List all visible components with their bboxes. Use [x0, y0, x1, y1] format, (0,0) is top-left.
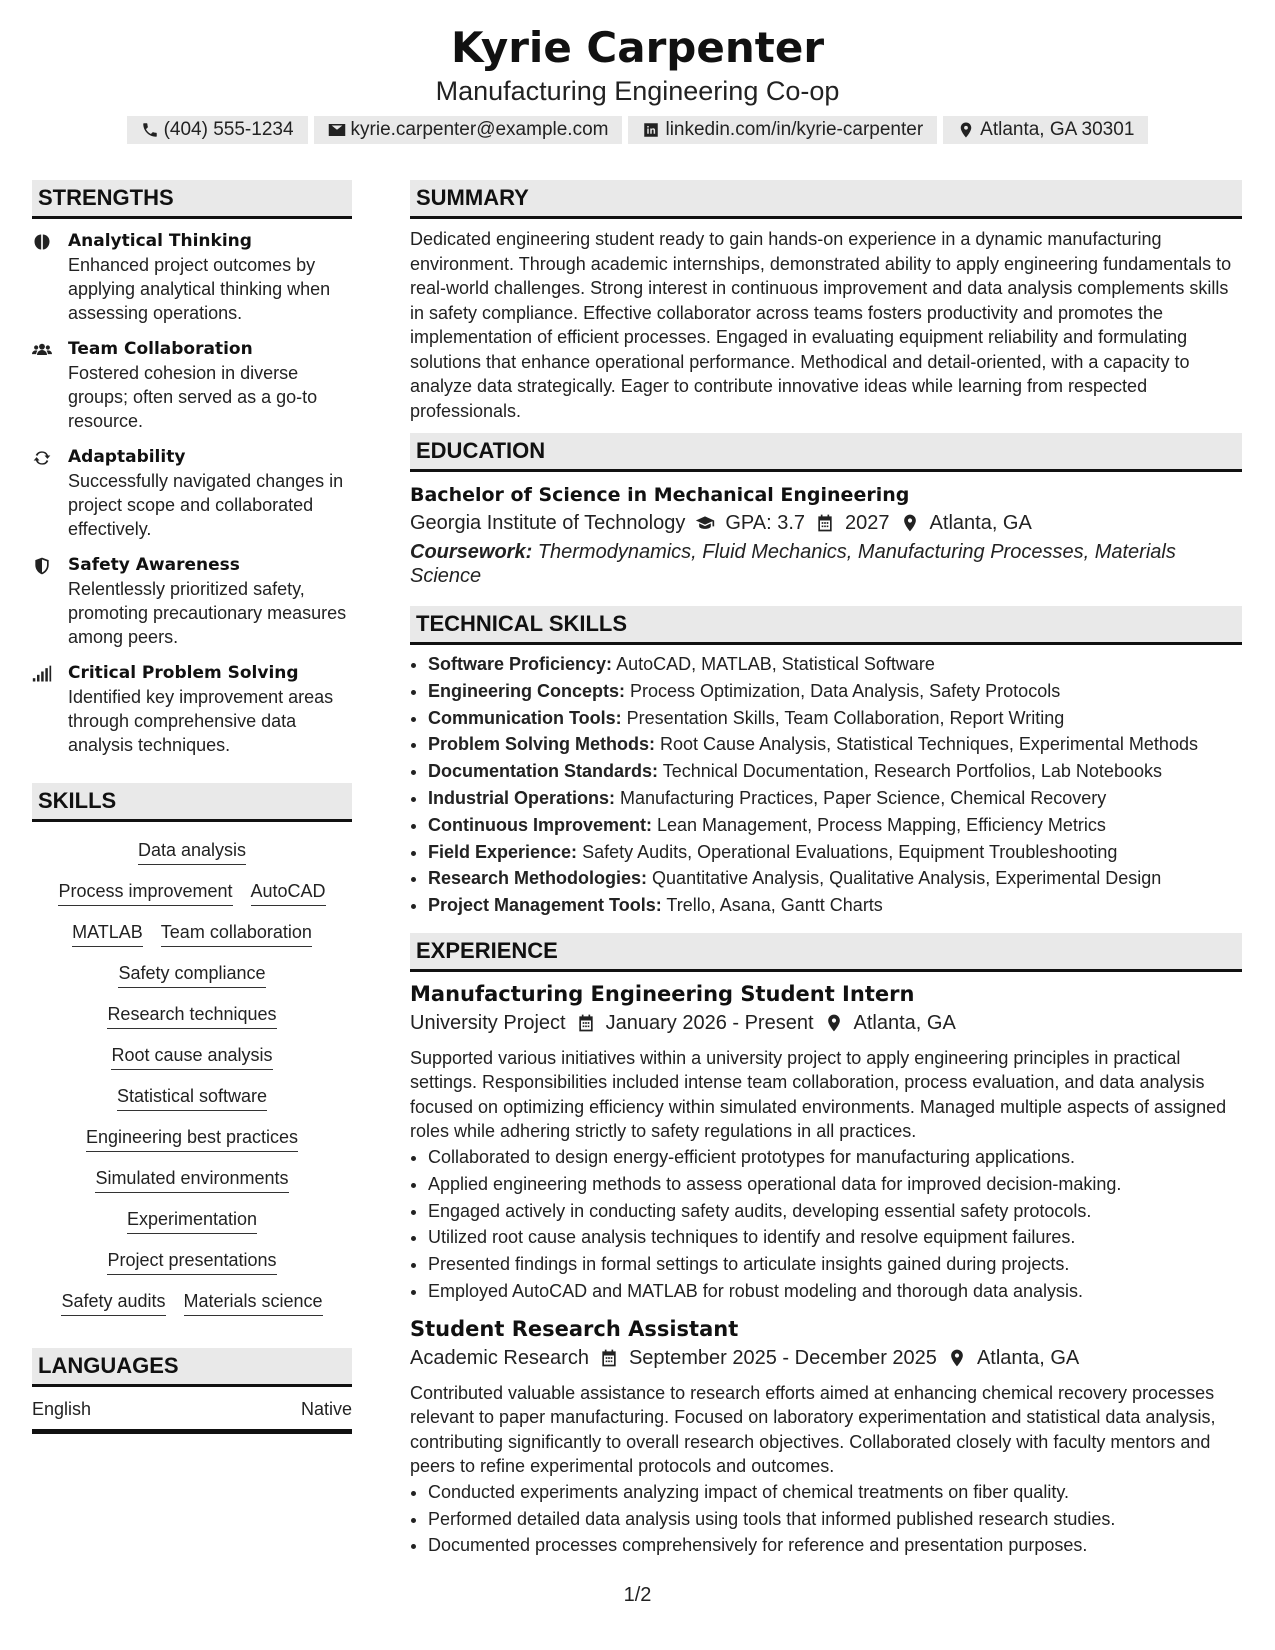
strengths-heading: STRENGTHS: [32, 180, 352, 219]
list-item: • Documented processes comprehensively for reference and presentation purposes.: [428, 1532, 1242, 1559]
gpa-text: GPA: 3.7: [725, 512, 806, 534]
skill-row: [32, 879, 352, 906]
tech-skill-value: Technical Documentation, Research Portfolios, Lab Notebooks: [658, 761, 1162, 782]
strength-item: [32, 229, 352, 325]
list-item: • Utilized root cause analysis techniques to identify and resolve equipment failures.: [428, 1224, 1242, 1251]
coursework-text: Thermodynamics, Fluid Mechanics, Manufacturing Processes, Materials Science: [410, 541, 1176, 587]
job-location: Atlanta, GA: [853, 1011, 956, 1034]
job-title: Student Research Assistant: [410, 1316, 739, 1341]
skill-tag: Project presentations: [107, 1248, 276, 1275]
strength-title: Team Collaboration: [68, 339, 253, 359]
skill-row: [32, 1248, 352, 1275]
strength-desc: Successfully navigated changes in project scope and collaborated effectively.: [68, 471, 344, 539]
list-item: • Engaged actively in conducting safety audits, developing essential safety protocols.: [428, 1198, 1242, 1225]
list-item: • Performed detailed data analysis using tools that informed published research studies.: [428, 1506, 1242, 1533]
job-entry: [410, 980, 1242, 1305]
tech-skill-value: Safety Audits, Operational Evaluations, Equipment Troubleshooting: [577, 841, 1118, 862]
tech-skill-label: Engineering Concepts:: [428, 680, 626, 701]
strength-title: Analytical Thinking: [68, 231, 252, 251]
skills-heading: SKILLS: [32, 783, 352, 822]
strength-item: [32, 553, 352, 649]
calendar-icon: [599, 1348, 619, 1368]
list-item: • Applied engineering methods to assess operational data for improved decision-making.: [428, 1171, 1242, 1198]
list-item: [428, 678, 1242, 705]
experience-heading: EXPERIENCE: [410, 933, 1242, 972]
phone-text: (404) 555-1234: [163, 119, 294, 140]
map-pin-icon: [957, 121, 975, 139]
strength-item: [32, 661, 352, 757]
strength-desc: Enhanced project outcomes by applying analytical thinking when assessing operations.: [68, 255, 331, 323]
list-item: [428, 731, 1242, 758]
school-name: Georgia Institute of Technology: [410, 512, 686, 534]
skill-tag: Safety audits: [61, 1289, 165, 1316]
list-item: [428, 892, 1242, 919]
languages-heading: LANGUAGES: [32, 1348, 352, 1387]
job-title: Manufacturing Engineering Student Intern: [410, 981, 915, 1006]
page-number: 1/2: [623, 1584, 652, 1606]
skill-row: [32, 1084, 352, 1111]
education-location: Atlanta, GA: [929, 512, 1032, 534]
summary-text: Dedicated engineering student ready to gain hands-on experience in a dynamic manufacturing environment. Through academic internships, demonstrated ability to apply engineering fundamentals to real-world challenges. Strong interest in continuous improvement and data analysis complements skills in safety compliance. Effective collaborator across teams fosters productivity and promotes the implementation of efficient processes. Engaged in evaluating equipment reliability and formulating solutions that enhance operational performance. Methodical and detail-oriented, with a capacity to analyze data strategically. Eager to contribute innovative ideas while learning from respected professionals.: [410, 229, 1232, 421]
skill-row: [32, 1166, 352, 1193]
skill-tag: Process improvement: [58, 879, 232, 906]
skill-tag: Simulated environments: [95, 1166, 288, 1193]
strength-desc: Identified key improvement areas through comprehensive data analysis techniques.: [68, 687, 334, 755]
list-item: • Collaborated to design energy-efficient prototypes for manufacturing applications.: [428, 1144, 1242, 1171]
right-column: [410, 180, 1242, 1569]
linkedin-text: linkedin.com/in/kyrie-carpenter: [665, 119, 924, 140]
tech-skill-label: Continuous Improvement:: [428, 814, 652, 835]
summary-heading: SUMMARY: [410, 180, 1242, 219]
job-dates: September 2025 - December 2025: [628, 1346, 937, 1369]
job-org: University Project: [410, 1011, 566, 1034]
map-pin-icon: [947, 1348, 967, 1368]
calendar-icon: [576, 1013, 596, 1033]
strength-title: Safety Awareness: [68, 555, 240, 575]
degree-title: Bachelor of Science in Mechanical Engineering: [410, 484, 910, 506]
calendar-icon: [815, 513, 835, 533]
job-meta: [410, 1343, 1242, 1373]
skill-row: [32, 920, 352, 947]
skill-row: [32, 1043, 352, 1070]
contact-phone[interactable]: [127, 116, 308, 144]
linkedin-icon: [642, 121, 660, 139]
candidate-role: Manufacturing Engineering Co-op: [435, 76, 840, 106]
left-column: [32, 180, 352, 1434]
list-item: [428, 865, 1242, 892]
signal-icon: [32, 664, 52, 684]
tech-skill-label: Problem Solving Methods:: [428, 734, 656, 755]
map-pin-icon: [824, 1013, 844, 1033]
skill-tag: Statistical software: [117, 1084, 267, 1111]
list-item: [428, 758, 1242, 785]
skill-tag: Data analysis: [138, 838, 246, 865]
list-item: [428, 651, 1242, 678]
tech-skill-value: Manufacturing Practices, Paper Science, Chemical Recovery: [615, 787, 1107, 808]
resume-header: [0, 0, 1275, 144]
list-item: [428, 812, 1242, 839]
shield-icon: [32, 556, 52, 576]
map-pin-icon: [900, 513, 920, 533]
list-item: • Conducted experiments analyzing impact of chemical treatments on fiber quality.: [428, 1479, 1242, 1506]
technical-skills-heading: TECHNICAL SKILLS: [410, 606, 1242, 645]
job-org: Academic Research: [410, 1346, 589, 1369]
candidate-name: Kyrie Carpenter: [450, 23, 825, 72]
tech-skill-label: Documentation Standards:: [428, 761, 659, 782]
education-meta: [410, 508, 1242, 538]
email-text: kyrie.carpenter@example.com: [350, 119, 609, 140]
job-description: Contributed valuable assistance to research efforts aimed at enhancing chemical recovery processes relevant to paper manufacturing. Focused on laboratory experimentation and statistical data analysis, contributing significantly to overall research objectives. Collaborated closely with faculty mentors and peers to refine experimental protocols and outcomes.: [410, 1382, 1216, 1477]
tech-skill-value: Trello, Asana, Gantt Charts: [661, 895, 883, 916]
tech-skill-label: Project Management Tools:: [428, 895, 662, 916]
list-item: [428, 785, 1242, 812]
grad-year: 2027: [845, 512, 890, 534]
tech-skill-value: Quantitative Analysis, Qualitative Analysis, Experimental Design: [647, 868, 1162, 889]
list-item: • Employed AutoCAD and MATLAB for robust modeling and thorough data analysis.: [428, 1278, 1242, 1305]
skill-row: [32, 1002, 352, 1029]
skill-row: [32, 1289, 352, 1316]
job-entry: [410, 1315, 1242, 1559]
job-bullets: [410, 1479, 1242, 1559]
language-row: [32, 1387, 352, 1434]
strength-desc: Fostered cohesion in diverse groups; often served as a go-to resource.: [68, 363, 318, 431]
sync-icon: [32, 448, 52, 468]
tech-skill-value: AutoCAD, MATLAB, Statistical Software: [612, 654, 935, 674]
skill-tag: AutoCAD: [251, 879, 326, 906]
list-item: [428, 839, 1242, 866]
contact-location: [943, 116, 1148, 144]
tech-skill-label: Research Methodologies:: [428, 868, 648, 889]
contact-linkedin[interactable]: [628, 116, 937, 144]
skill-tag: Engineering best practices: [86, 1125, 298, 1152]
strength-title: Critical Problem Solving: [68, 663, 299, 683]
job-meta: [410, 1008, 1242, 1038]
contact-email[interactable]: [314, 116, 623, 144]
list-item: • Presented findings in formal settings to articulate insights gained during projects.: [428, 1251, 1242, 1278]
skill-tag: Safety compliance: [118, 961, 265, 988]
skills-list: [32, 822, 352, 1326]
language-name: English: [32, 1399, 92, 1419]
job-description: Supported various initiatives within a university project to apply engineering principles in practical settings. Responsibilities included intense team collaboration, process evaluation, and data analysis focused on optimizing efficiency within simulated environments. Managed multiple aspects of assigned roles while adhering strictly to safety regulations in all practices.: [410, 1047, 1227, 1142]
phone-icon: [141, 121, 159, 139]
coursework-label: Coursework:: [410, 541, 533, 563]
skill-tag: Root cause analysis: [111, 1043, 272, 1070]
tech-skill-value: Root Cause Analysis, Statistical Techniques, Experimental Methods: [655, 734, 1198, 755]
skill-row: [32, 961, 352, 988]
skill-tag: Team collaboration: [161, 920, 312, 947]
tech-skill-label: Industrial Operations:: [428, 787, 616, 808]
language-level: Native: [300, 1399, 352, 1419]
strength-title: Adaptability: [68, 447, 186, 467]
tech-skill-label: Field Experience:: [428, 841, 578, 862]
job-dates: January 2026 - Present: [605, 1011, 814, 1034]
users-icon: [32, 340, 52, 360]
tech-skill-value: Process Optimization, Data Analysis, Safety Protocols: [625, 680, 1061, 701]
tech-skill-label: Software Proficiency:: [428, 654, 613, 674]
list-item: [428, 705, 1242, 732]
envelope-icon: [328, 121, 346, 139]
strength-desc: Relentlessly prioritized safety, promoting precautionary measures among peers.: [68, 579, 347, 647]
education-heading: EDUCATION: [410, 433, 1242, 472]
tech-skill-label: Communication Tools:: [428, 707, 622, 728]
strength-item: [32, 337, 352, 433]
skill-tag: Experimentation: [127, 1207, 257, 1234]
brain-icon: [32, 232, 52, 252]
location-text: Atlanta, GA 30301: [980, 119, 1135, 140]
skill-tag: MATLAB: [72, 920, 143, 947]
tech-skill-value: Presentation Skills, Team Collaboration, Report Writing: [621, 707, 1065, 728]
skill-tag: Materials science: [184, 1289, 323, 1316]
graduation-cap-icon: [695, 513, 715, 533]
skill-row: [32, 838, 352, 865]
coursework: [410, 540, 1242, 588]
job-bullets: [410, 1144, 1242, 1305]
contact-bar: [0, 116, 1275, 144]
skill-row: [32, 1207, 352, 1234]
strengths-list: [32, 219, 352, 757]
skill-tag: Research techniques: [107, 1002, 276, 1029]
technical-skills-list: [410, 651, 1242, 919]
tech-skill-value: Lean Management, Process Mapping, Efficiency Metrics: [652, 814, 1106, 835]
job-location: Atlanta, GA: [976, 1346, 1080, 1369]
strength-item: [32, 445, 352, 541]
skill-row: [32, 1125, 352, 1152]
